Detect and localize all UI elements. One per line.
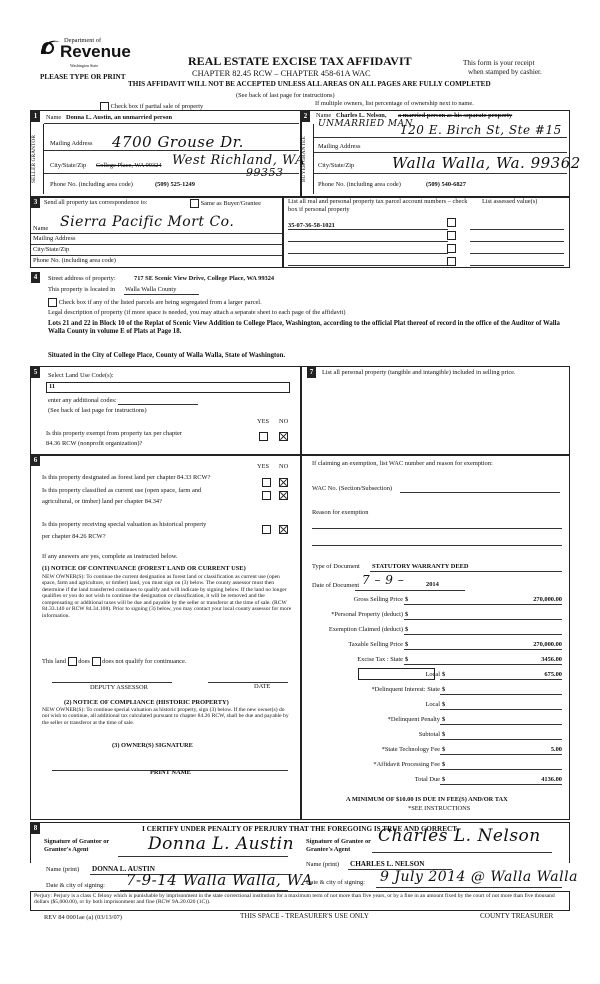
receipt-line2: when stamped by cashier. bbox=[468, 68, 542, 76]
assessor-date-label: DATE bbox=[254, 683, 271, 690]
seller-mailing-label: Mailing Address bbox=[50, 140, 93, 147]
correspondence-label: Send all property tax correspondence to: bbox=[44, 199, 148, 206]
tax-rows bbox=[300, 592, 568, 787]
seller-city-struck: College Place, WA 99324 bbox=[96, 162, 162, 169]
tax-row-value[interactable]: 3456.00 bbox=[541, 656, 562, 663]
exempt-yes-checkbox[interactable] bbox=[259, 432, 268, 441]
seller-phone[interactable]: (509) 525-1249 bbox=[155, 181, 195, 188]
treasurer-space: THIS SPACE - TREASURER'S USE ONLY bbox=[240, 912, 369, 920]
section-6-number: 6 bbox=[31, 455, 40, 466]
seller-city[interactable]: West Richland, WA bbox=[172, 153, 306, 168]
yes-label-6: YES bbox=[257, 463, 270, 470]
tax-row-label: Exemption Claimed (deduct) bbox=[328, 626, 403, 633]
parcel-3-checkbox[interactable] bbox=[447, 244, 456, 253]
no-label-6: NO bbox=[279, 463, 289, 470]
segregated-label: Check box if any of the listed parcels are being segregated from a larger parcel. bbox=[58, 298, 262, 306]
tax-row-cur: $ bbox=[442, 701, 446, 708]
grantor-print-name[interactable]: DONNA L. AUSTIN bbox=[92, 865, 155, 873]
tax-row-label: Excise Tax : State bbox=[357, 656, 403, 663]
land-use-code[interactable]: 11 bbox=[46, 382, 290, 393]
tax-row-label: Gross Selling Price bbox=[353, 596, 403, 603]
notice1-body: NEW OWNER(S): To continue the current designation as forest land or classification as current use (open space, farm and agriculture, or timber) land, you must sign on (3) below. The county assessor must then determine if the land transferred continues to qualify and will indicate by signing below. If the land no longer qualifies or you do not wish to continue the designation or classification, it will be removed and the compensating or additional taxes will be due and payable by the seller or transferor at the time of sale. (RCW 84.33.140 or RCW 84.34.108). Prior to signing (3) below, you may contact your local county assessor for more information. bbox=[42, 574, 292, 619]
buyer-phone-label: Phone No. (including area code) bbox=[318, 181, 401, 188]
parcel-1-checkbox[interactable] bbox=[447, 218, 456, 227]
parcel-2-checkbox[interactable] bbox=[447, 231, 456, 240]
buyer-city-label: City/State/Zip bbox=[318, 162, 355, 169]
partial-sale-label: Check box if partial sale of property bbox=[110, 102, 204, 110]
buyer-phone[interactable]: (509) 540-6827 bbox=[426, 181, 466, 188]
notice2-title: (2) NOTICE OF COMPLIANCE (HISTORIC PROPERTY) bbox=[64, 699, 229, 706]
tax-row-local bbox=[300, 667, 568, 682]
buyer-mailing-label: Mailing Address bbox=[318, 143, 361, 150]
tax-row-label: Subtotal bbox=[418, 731, 440, 738]
current-use-q-a: Is this property classified as current use (open space, farm and bbox=[42, 487, 202, 494]
tax-row-total bbox=[300, 772, 568, 787]
buyer-status[interactable]: UNMARRIED MAN bbox=[318, 119, 414, 129]
tax-row-state bbox=[300, 652, 568, 667]
parcels-header: List all real and personal property tax parcel account numbers – check box if personal property bbox=[288, 198, 468, 213]
forest-question: Is this property designated as forest land per chapter 84.33 RCW? bbox=[42, 474, 211, 481]
perjury-text: Perjury: Perjury is a class C felony which is punishable by imprisonment in the state correctional institution for a maximum term of not more than five years, or by a fine in an amount fixed by the court of not more than five thousand dollars ($5,000.00), or by both imprisonment and fine (RCW 9A.20.020 (1C)). bbox=[34, 893, 555, 906]
tax-row-processing-fee bbox=[300, 757, 568, 772]
tax-row-penalty bbox=[300, 712, 568, 727]
historic-no-checkbox[interactable] bbox=[279, 525, 288, 534]
corr-name-label: Name bbox=[33, 225, 49, 232]
tax-row-gross bbox=[300, 592, 568, 607]
parcel-4-checkbox[interactable] bbox=[447, 257, 456, 266]
seller-name-label: Name bbox=[46, 114, 62, 121]
situated[interactable]: Situated in the City of College Place, County of Walla Walla, State of Washington. bbox=[48, 352, 286, 359]
tax-row-label: Local bbox=[425, 701, 440, 708]
current-use-no-checkbox[interactable] bbox=[279, 491, 288, 500]
tax-row-cur: $ bbox=[405, 626, 409, 633]
dor-swoosh-icon bbox=[38, 36, 62, 58]
continuance-row bbox=[42, 657, 186, 666]
tax-row-cur: $ bbox=[442, 761, 446, 768]
tax-row-taxable bbox=[300, 637, 568, 652]
tax-row-cur: $ bbox=[442, 716, 446, 723]
tax-row-label: *Delinquent Penalty bbox=[387, 716, 440, 723]
historic-q-b: per chapter 84.26 RCW? bbox=[42, 533, 106, 540]
additional-codes: enter any additional codes: bbox=[48, 397, 117, 404]
buyer-city[interactable]: Walla Walla, Wa. 99362 bbox=[392, 154, 581, 172]
doc-date[interactable]: 7 – 9 – bbox=[362, 573, 405, 587]
section-2-number: 2 bbox=[301, 111, 310, 122]
tax-row-cur: $ bbox=[442, 671, 446, 678]
grantor-signature[interactable]: Donna L. Austin bbox=[148, 834, 295, 854]
same-as-buyer-checkbox[interactable] bbox=[190, 199, 199, 208]
notice2-body: NEW OWNER(S): To continue special valuation as historic property, sign (3) below. If the new owner(s) do not wish to continue, all additional tax calculated pursuant to chapter 84.26 RCW, shall be due and payable by the seller or transferor at the time of sale. bbox=[42, 707, 289, 726]
form-warning: THIS AFFIDAVIT WILL NOT BE ACCEPTED UNLESS ALL AREAS ON ALL PAGES ARE FULLY COMPLETED bbox=[128, 80, 491, 88]
grantee-date-label: Date & city of signing: bbox=[306, 879, 365, 886]
legal-label: Legal description of property (if more space is needed, you may attach a separate sheet to each page of the affidavit) bbox=[48, 309, 346, 316]
tax-row-label: *Personal Property (deduct) bbox=[331, 611, 403, 618]
county-treasurer: COUNTY TREASURER bbox=[480, 912, 554, 920]
buyer-side-label: BUYER GRANTEE bbox=[301, 136, 307, 182]
certify-title: I CERTIFY UNDER PENALTY OF PERJURY THAT THE FOREGOING IS TRUE AND CORRECT. bbox=[142, 825, 459, 833]
dor-logo bbox=[38, 34, 131, 74]
seller-city-label: City/State/Zip bbox=[50, 162, 87, 169]
personal-property-checkboxes bbox=[447, 218, 456, 266]
tax-row-value[interactable]: 4136.00 bbox=[541, 776, 562, 783]
grantor-sig-label: Signature of Grantor or Grantor's Agent bbox=[44, 838, 110, 853]
form-revision: REV 84 0001ae (a) (03/13/07) bbox=[44, 914, 122, 921]
tax-row-interest-local bbox=[300, 697, 568, 712]
form-title: REAL ESTATE EXCISE TAX AFFIDAVIT bbox=[188, 54, 412, 68]
minimum-note: A MINIMUM OF $10.00 IS DUE IN FEE(S) AND/OR TAX bbox=[346, 796, 508, 803]
section-7-number: 7 bbox=[307, 367, 316, 378]
exemption-reason-label: Reason for exemption bbox=[312, 509, 369, 516]
seller-phone-label: Phone No. (including area code) bbox=[50, 181, 133, 188]
seller-mailing[interactable]: 4700 Grouse Dr. bbox=[112, 133, 244, 151]
multiple-owners-note: If multiple owners, list percentage of ownership next to name. bbox=[315, 100, 474, 107]
assessed-header: List assessed value(s) bbox=[482, 198, 538, 205]
tax-row-tech-fee bbox=[300, 742, 568, 757]
tax-row-label: *Delinquent Interest: State bbox=[371, 686, 440, 693]
segregated-row[interactable] bbox=[48, 298, 262, 307]
tax-row-subtotal bbox=[300, 727, 568, 742]
grantor-date-label: Date & city of signing: bbox=[46, 882, 105, 889]
dept-big: Revenue bbox=[60, 42, 131, 61]
does-not-checkbox[interactable] bbox=[92, 657, 101, 666]
tax-row-interest-state bbox=[300, 682, 568, 697]
seller-zip[interactable]: 99353 bbox=[246, 166, 284, 179]
tax-row-label: Taxable Selling Price bbox=[348, 641, 403, 648]
tax-row-cur: $ bbox=[405, 611, 409, 618]
does-label: does bbox=[78, 657, 90, 665]
tax-row-personal bbox=[300, 607, 568, 622]
tax-row-value[interactable]: 270,000.00 bbox=[533, 596, 562, 603]
dept-state: Washington State bbox=[70, 63, 99, 68]
form-chapter: CHAPTER 82.45 RCW – CHAPTER 458-61A WAC bbox=[192, 69, 371, 78]
corr-phone-label: Phone No. (including area code) bbox=[33, 257, 116, 264]
county-label: This property is located in bbox=[48, 286, 116, 293]
tax-row-label: Total Due bbox=[414, 776, 440, 783]
tax-row-cur: $ bbox=[405, 641, 409, 648]
exempt-q2: 84.36 RCW (nonprofit organization)? bbox=[46, 440, 143, 447]
local-rate-box[interactable] bbox=[358, 668, 435, 680]
grantee-signature[interactable]: Charles L. Nelson bbox=[378, 826, 541, 846]
notice1-title: (1) NOTICE OF CONTINUANCE (FOREST LAND OR CURRENT USE) bbox=[42, 565, 246, 572]
section-5-number: 5 bbox=[31, 367, 40, 378]
grantee-print-name[interactable]: CHARLES L. NELSON bbox=[350, 860, 425, 868]
tax-row-cur: $ bbox=[442, 746, 446, 753]
parcel-lines bbox=[288, 229, 448, 266]
personal-property-label: List all personal property (tangible and intangible) included in selling price. bbox=[322, 369, 516, 376]
seller-name[interactable]: Donna L. Austin, an unmarried person bbox=[66, 114, 173, 121]
current-use-yes-checkbox[interactable] bbox=[262, 491, 271, 500]
grantor-name-label: Name (print) bbox=[46, 866, 80, 873]
owner-signature-label: (3) OWNER(S) SIGNATURE bbox=[112, 742, 193, 749]
does-checkbox[interactable] bbox=[68, 657, 77, 666]
wac-label: WAC No. (Section/Subsection) bbox=[312, 485, 393, 492]
street-address[interactable]: 717 SE Scenic View Drive, College Place, WA 99324 bbox=[134, 275, 275, 282]
personal-property-section bbox=[300, 366, 570, 456]
tax-row-cur: $ bbox=[442, 776, 446, 783]
grantee-name-label: Name (print) bbox=[306, 861, 340, 868]
doc-year[interactable]: 2014 bbox=[426, 581, 439, 588]
if-yes-note: If any answers are yes, complete as instructed below. bbox=[42, 553, 178, 560]
segregated-checkbox[interactable] bbox=[48, 298, 57, 307]
tax-row-cur: $ bbox=[405, 656, 409, 663]
please-type: PLEASE TYPE OR PRINT bbox=[40, 73, 126, 81]
section-4-number: 4 bbox=[31, 272, 40, 283]
street-label: Street address of property: bbox=[48, 275, 116, 282]
grantee-date-city[interactable]: 9 July 2014 @ Walla Walla bbox=[380, 869, 578, 885]
this-land-label: This land bbox=[42, 657, 66, 665]
buyer-address[interactable]: 120 E. Birch St, Ste #15 bbox=[400, 123, 562, 137]
tax-row-label: Local bbox=[425, 671, 440, 678]
land-use-label: Select Land Use Code(s): bbox=[48, 372, 114, 379]
no-label-5: NO bbox=[279, 418, 289, 425]
corr-mailing-label: Mailing Address bbox=[33, 235, 76, 242]
section-3-number: 3 bbox=[31, 197, 40, 208]
exempt-no-checkbox[interactable] bbox=[279, 432, 288, 441]
land-use-see-back: (See back of last page for instructions) bbox=[48, 407, 147, 414]
historic-q-a: Is this property receiving special valuation as historical property bbox=[42, 521, 207, 528]
buyer-name[interactable]: Charles L. Nelson, bbox=[336, 112, 387, 119]
assessed-lines bbox=[470, 218, 564, 266]
tax-row-cur: $ bbox=[405, 596, 409, 603]
see-instructions: *SEE INSTRUCTIONS bbox=[408, 805, 471, 812]
grantor-date-city[interactable]: 7-9-14 Walla Walla, WA bbox=[126, 871, 314, 889]
exemption-claim-label: If claiming an exemption, list WAC number and reason for exemption: bbox=[312, 460, 493, 467]
does-not-label: does not qualify for continuance. bbox=[102, 657, 187, 665]
tax-row-label: *State Technology Fee bbox=[381, 746, 440, 753]
seller-side-label: SELLER GRANTOR bbox=[31, 134, 37, 184]
doc-type[interactable]: STATUTORY WARRANTY DEED bbox=[372, 563, 469, 570]
corr-city-label: City/State/Zip bbox=[33, 246, 70, 253]
tax-row-cur: $ bbox=[442, 686, 446, 693]
tax-row-value[interactable]: 5.00 bbox=[550, 746, 562, 753]
section-6 bbox=[30, 454, 302, 820]
receipt-line1: This form is your receipt bbox=[463, 59, 535, 67]
dept-small: Department of bbox=[64, 37, 102, 44]
historic-yes-checkbox[interactable] bbox=[262, 525, 271, 534]
same-as-label: Same as Buyer/Grantee bbox=[200, 199, 261, 207]
buyer-name-struck: a married person as his separate property bbox=[398, 112, 513, 119]
exempt-q1: Is this property exempt from property tax per chapter bbox=[46, 430, 182, 437]
current-use-q-b: agricultural, or timber) land per chapter 84.34? bbox=[42, 498, 162, 505]
same-as-row[interactable] bbox=[190, 199, 261, 208]
legal-description[interactable]: Lots 21 and 22 in Block 10 of the Replat of Scenic View Addition to College Place, Washington, according to the official Plat thereof of record in the office of the Auditor of Walla Walla County in volume E of Plats at Page 18. bbox=[48, 320, 560, 336]
section-8-number: 8 bbox=[31, 823, 40, 834]
tax-row-exemption bbox=[300, 622, 568, 637]
doc-date-label: Date of Document bbox=[312, 582, 360, 589]
tax-row-label: *Affidavit Processing Fee bbox=[373, 761, 440, 768]
see-back-header: (See back of last page for instructions) bbox=[236, 92, 335, 99]
doc-type-label: Type of Document bbox=[312, 563, 360, 570]
tax-row-value[interactable]: 675.00 bbox=[544, 671, 562, 678]
print-name-label: PRINT NAME bbox=[150, 769, 191, 776]
section-1-number: 1 bbox=[31, 111, 40, 122]
county[interactable]: Walla Walla County bbox=[125, 286, 177, 293]
deputy-assessor-label: DEPUTY ASSESSOR bbox=[90, 684, 148, 691]
corr-name[interactable]: Sierra Pacific Mort Co. bbox=[60, 214, 235, 230]
buyer-name-label: Name bbox=[316, 112, 332, 119]
perjury-box bbox=[30, 891, 570, 911]
grantee-sig-label: Signature of Grantee or Grantee's Agent bbox=[306, 838, 371, 853]
yes-label-5: YES bbox=[257, 418, 270, 425]
tax-row-value[interactable]: 270,000.00 bbox=[533, 641, 562, 648]
parcel-1[interactable]: 35-07-36-58-1021 bbox=[288, 222, 335, 229]
tax-row-cur: $ bbox=[442, 731, 446, 738]
